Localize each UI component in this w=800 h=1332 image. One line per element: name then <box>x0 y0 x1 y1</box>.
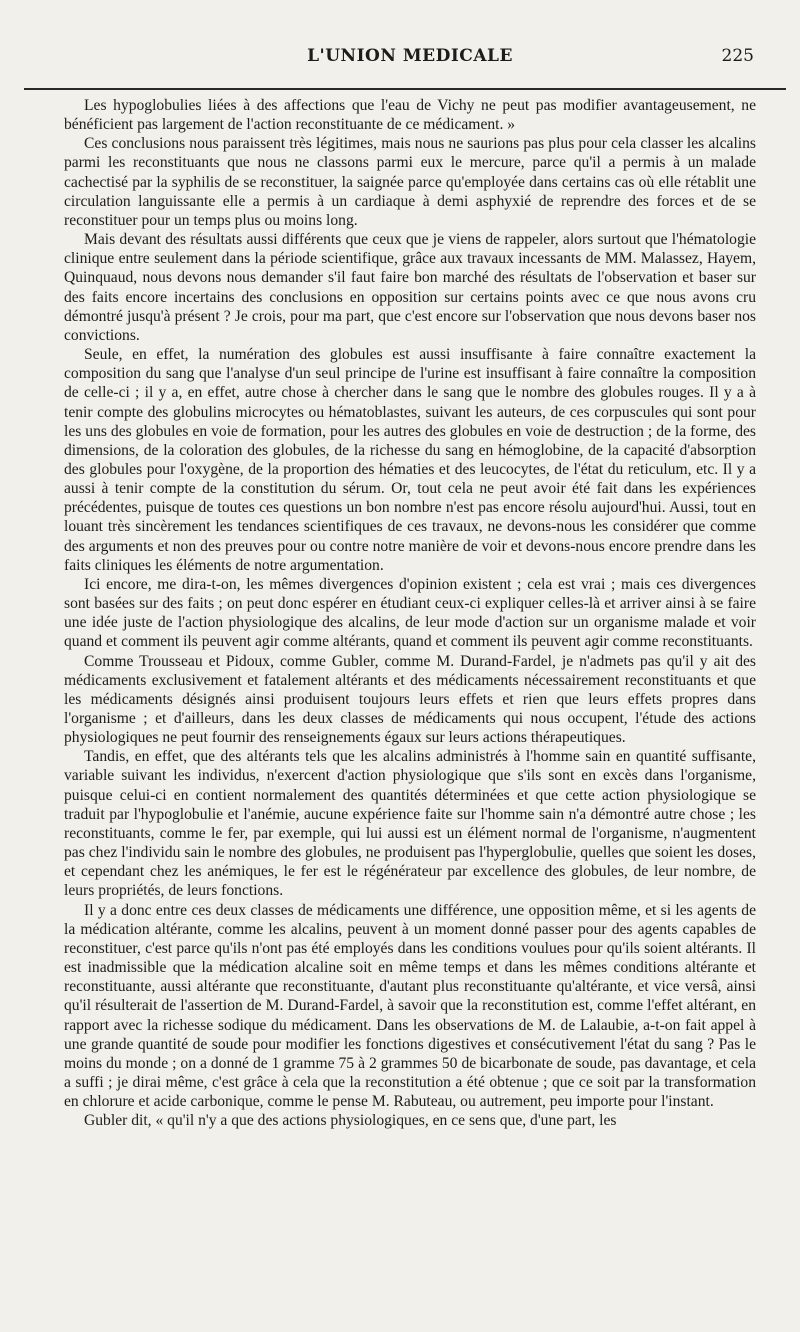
paragraph: Les hypoglobulies liées à des affections que l'eau de Vichy ne peut pas modifier avantageusement, ne bénéficient pas largement de l'action reconstituante de ce médicament. » <box>64 97 756 134</box>
article-body <box>64 96 756 1130</box>
paragraph: Tandis, en effet, que des altérants tels que les alcalins administrés à l'homme sain en quantité suffisante, variable suivant les individus, n'exercent d'action physiologique que s'ils sont en excès dans l'organisme, puisque celui-ci en contient normalement des quantités déterminées et que cette action physiologique se traduit par l'hypoglobulie et l'anémie, aucune expérience faite sur l'homme sain n'a démontré autre chose ; les reconstituants, comme le fer, par exemple, qui lui aussi est un élément normal de l'organisme, n'augmentent pas chez l'individu sain le nombre des globules, ne produisent pas l'hyperglobulie, quelles que soient les doses, et cependant chez les anémiques, le fer est le régénérateur par excellence des globules, de leur nombre, de leurs propriétés, de leurs fonctions. <box>64 748 756 900</box>
paragraph: Il y a donc entre ces deux classes de médicaments une différence, une opposition même, et si les agents de la médication altérante, comme les alcalins, peuvent à un moment donné passer pour des agents capables de reconstituer, c'est parce qu'ils n'ont pas été employés dans les conditions voulues pour qu'ils soient altérants. Il est inadmissible que la médication alcaline soit en même temps et dans les mêmes conditions altérante et reconstituante, aussi altérante que reconstituante, d'autant plus reconstituante qu'altérante, et vice versâ, ainsi qu'il résulterait de l'assertion de M. Durand-Fardel, à savoir que la reconstitution est, comme l'effet altérant, en rapport avec la richesse sodique du médicament. Dans les observations de M. de Lalaubie, a-t-on fait appel à une grande quantité de soude pour modifier les fonctions digestives et consécutivement l'état du sang ? Pas le moins du monde ; on a donné de 1 gramme 75 à 2 grammes 50 de bicarbonate de soude, pas davantage, et cela a suffi ; je dirai même, c'est grâce à cela que la reconstitution a été obtenue ; que ce soit par la transformation en chlorure et acide carbonique, comme le pense M. Rabuteau, ou autrement, peu importe pour l'instant. <box>64 901 756 1111</box>
paragraph: Comme Trousseau et Pidoux, comme Gubler, comme M. Durand-Fardel, je n'admets pas qu'il y ait des médicaments exclusivement et fatalement altérants et des médicaments nécessairement reconstituants et que les médicaments désignés ainsi produisent toujours leurs effets et rien que leurs effets propres dans l'organisme ; et d'ailleurs, dans les deux classes de médicaments qui nous occupent, l'étude des actions physiologiques ne peut fournir des renseignements égaux sur leurs actions thérapeutiques. <box>64 652 756 747</box>
paragraph: Mais devant des résultats aussi différents que ceux que je viens de rappeler, alors surtout que l'hématologie clinique entre seulement dans la période scientifique, grâce aux travaux incessants de MM. Malassez, Hayem, Quinquaud, nous devons nous demander s'il faut faire bon marché des résultats de l'observation et baser sur des faits encore incertains des conclusions en opposition sur certains points avec ce que nous avons cru démontré jusqu'à présent ? Je crois, pour ma part, que c'est encore sur l'observation que nous devons baser nos convictions. <box>64 231 756 344</box>
journal-title: L'UNION MEDICALE <box>307 46 513 66</box>
page-number: 225 <box>721 46 754 66</box>
running-head <box>64 46 756 78</box>
paragraph: Seule, en effet, la numération des globules est aussi insuffisante à faire connaître exactement la composition du sang que l'analyse d'un seul principe de l'urine est insuffisant à faire connaître la composition de celle-ci ; il y a, en effet, autre chose à chercher dans le sang que le nombre des globules rouges. Il y a à tenir compte des globulins microcytes ou hématoblastes, suivant les auteurs, de ces corpuscules qui sont pour les uns des globules en voie de formation, pour les autres des globules en voie de destruction ; de la forme, des dimensions, de la coloration des globules, de la richesse du sang en hémoglobine, de la capacité d'absorption des globules pour l'oxygène, de la proportion des hématies et des leucocytes, de l'état du reticulum, etc. Il y a aussi à tenir compte de la constitution du sérum. Or, tout cela ne peut avoir été fait dans les expériences précédentes, puisque de toutes ces questions un bon nombre n'est pas encore résolu aujourd'hui. Aussi, tout en louant très sincèrement les tendances scientifiques de ces travaux, ne devons-nous les considérer que comme des arguments et non des preuves pour ou contre notre manière de voir et devons-nous encore prendre dans les faits cliniques les éléments de notre argumentation. <box>64 346 756 574</box>
paragraph: Ici encore, me dira-t-on, les mêmes divergences d'opinion existent ; cela est vrai ; mais ces divergences sont basées sur des faits ; on peut donc espérer en étudiant ceux-ci expliquer celles-là et arriver ainsi à se faire une idée juste de l'action physiologique des alcalins, de leur mode d'action sur un organisme malade et voir quand et comment ils peuvent agir comme altérants, quand et comment ils peuvent agir comme reconstituants. <box>64 575 756 651</box>
header-rule <box>24 88 786 90</box>
paragraph: Gubler dit, « qu'il n'y a que des actions physiologiques, en ce sens que, d'une part, les <box>84 1112 617 1130</box>
paragraph: Ces conclusions nous paraissent très légitimes, mais nous ne saurions pas plus pour cela classer les alcalins parmi les reconstituants que nous ne classons parmi eux le mercure, parce qu'il a permis à un malade cachectisé par la syphilis de se reconstituer, la saignée parce qu'employée dans certains cas où elle rétablit une circulation languissante elle a permis à un cardiaque à demi asphyxié de reprendre des forces et de se reconstituer pour un temps plus ou moins long. <box>64 135 756 229</box>
